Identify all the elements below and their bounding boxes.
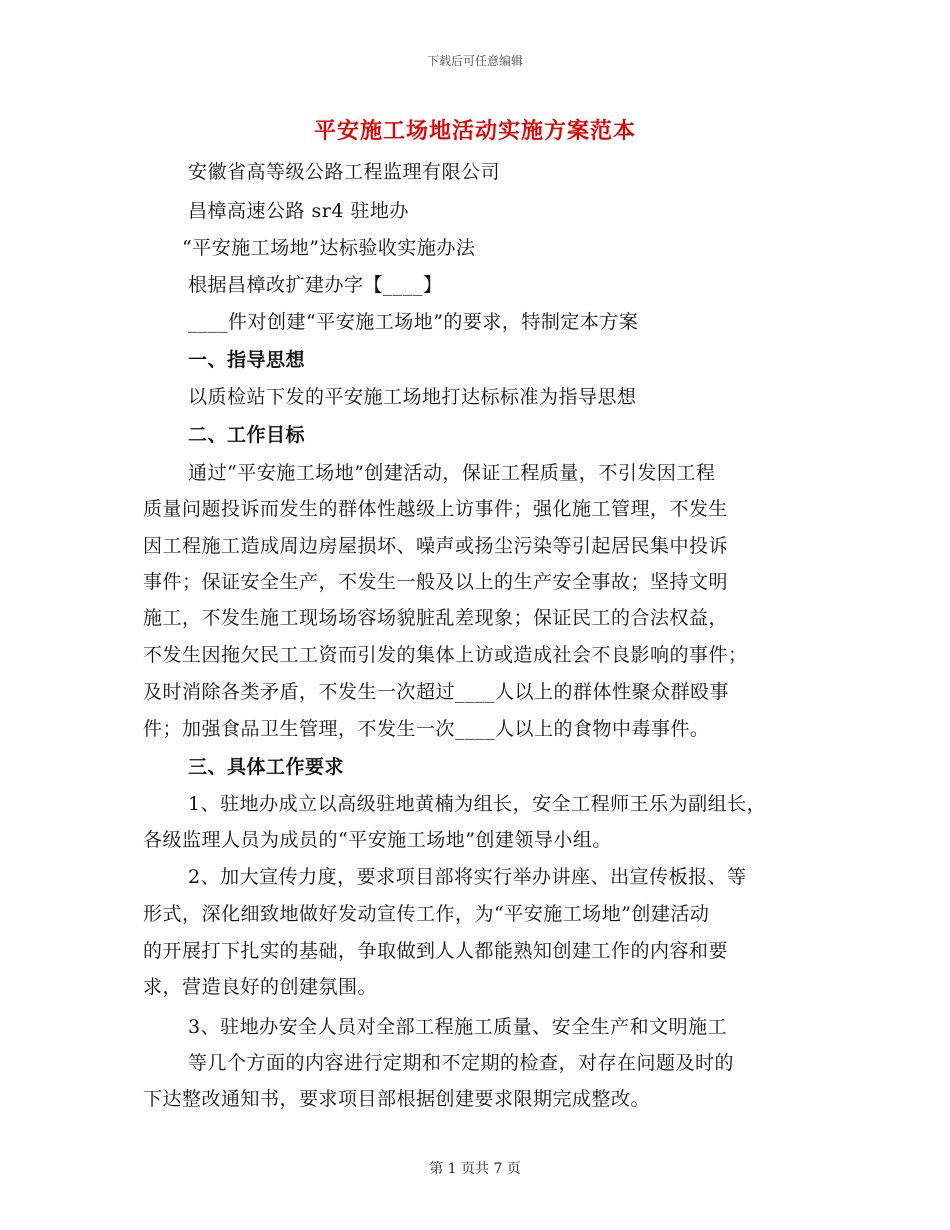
goal-paragraph-line: 及时消除各类矛盾，不发生一次超过____人以上的群体性聚众群殴事: [143, 681, 730, 703]
section-heading-3: 三、具体工作要求: [188, 756, 345, 778]
requirement-3-line: 等几个方面的内容进行定期和不定期的检查，对存在问题及时的: [188, 1052, 735, 1074]
purpose-line: ____件对创建“平安施工场地”的要求，特制定本方案: [188, 311, 639, 333]
section-heading-1: 一、指导思想: [188, 349, 306, 371]
guiding-line: 以质检站下发的平安施工场地打达标标准为指导思想: [188, 386, 637, 408]
requirement-3-line: 3、驻地办安全人员对全部工程施工质量、安全生产和文明施工: [188, 1016, 728, 1038]
office-line: 昌樟高速公路 sr4 驻地办: [188, 200, 410, 222]
requirement-2-line: 形式，深化细致地做好发动宣传工作，为“平安施工场地”创建活动: [143, 903, 710, 925]
requirement-1-line: 各级监理人员为成员的“平安施工场地”创建领导小组。: [143, 829, 612, 851]
requirement-1-line: 1、驻地办成立以高级驻地黄楠为组长，安全工程师王乐为副组长，: [188, 793, 767, 815]
requirement-2-line: 2、加大宣传力度，要求项目部将实行举办讲座、出宣传板报、等: [188, 866, 747, 888]
goal-paragraph-line: 不发生因拖欠民工工资而引发的集体上访或造成社会不良影响的事件；: [143, 644, 748, 666]
goal-paragraph-line: 通过“平安施工场地”创建活动，保证工程质量，不引发因工程: [188, 462, 716, 484]
goal-paragraph-line: 施工，不发生施工现场场容场貌脏乱差现象；保证民工的合法权益，: [143, 607, 729, 629]
org-line: 安徽省高等级公路工程监理有限公司: [188, 161, 501, 183]
goal-paragraph-line: 事件；保证安全生产，不发生一般及以上的生产安全事故；坚持文明: [143, 571, 729, 593]
goal-paragraph-line: 质量问题投诉而发生的群体性越级上访事件；强化施工管理，不发生: [143, 498, 729, 520]
requirement-2-line: 求，营造良好的创建氛围。: [143, 976, 378, 998]
section-heading-2: 二、工作目标: [188, 424, 306, 446]
document-title: 平安施工场地活动实施方案范本: [313, 118, 636, 144]
goal-paragraph-line: 因工程施工造成周边房屋损坏、噪声或扬尘污染等引起居民集中投诉: [143, 535, 729, 557]
requirement-3-line: 下达整改通知书，要求项目部根据创建要求限期完成整改。: [143, 1088, 651, 1110]
basis-line: 根据昌樟改扩建办字【____】: [188, 274, 443, 296]
method-line: “平安施工场地”达标验收实施办法: [182, 237, 476, 259]
requirement-2-line: 的开展打下扎实的基础，争取做到人人都能熟知创建工作的内容和要: [143, 940, 729, 962]
header-note: 下载后可任意编辑: [426, 54, 523, 68]
goal-paragraph-line: 件；加强食品卫生管理，不发生一次____人以上的食物中毒事件。: [143, 718, 710, 740]
page-number: 第 1 页共 7 页: [429, 1161, 521, 1177]
